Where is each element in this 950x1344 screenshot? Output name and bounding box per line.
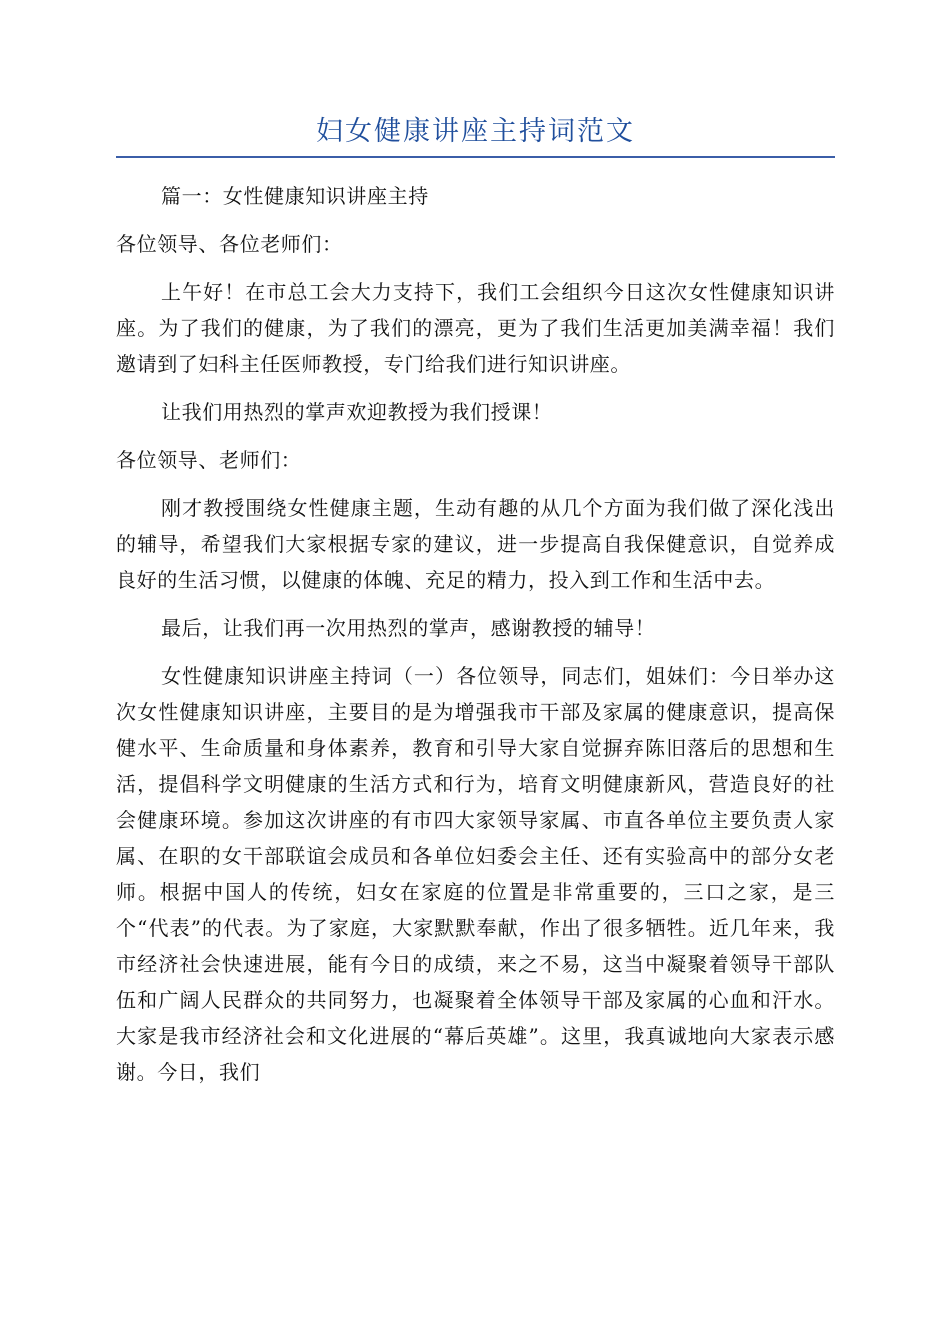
- document-page: [116, 110, 835, 1102]
- paragraph-salutation: 各位领导、各位老师们：: [116, 232, 343, 256]
- paragraph-thanks: 最后，让我们再一次用热烈的掌声，感谢教授的辅导！: [161, 616, 656, 640]
- paragraph-script-one: 女性健康知识讲座主持词（一）各位领导，同志们，姐妹们：今日举办这次女性健康知识讲座，主要目的是为增强我市干部及家属的健康意识，提高保健水平、生命质量和身体素养，教育和引导大家自觉摒弃陈旧落后的思想和生活，提倡科学文明健康的生活方式和行为，培育文明健康新风，营造良好的社会健康环境。参加这次讲座的有市四大家领导家属、市直各单位主要负责人家属、在职的女干部联谊会成员和各单位妇委会主任、还有实验高中的部分女老师。根据中国人的传统，妇女在家庭的位置是非常重要的，三口之家，是三个“代表”的代表。为了家庭，大家默默奉献，作出了很多牺牲。近几年来，我市经济社会快速进展，能有今日的成绩，来之不易，这当中凝聚着领导干部队伍和广阔人民群众的共同努力，也凝聚着全体领导干部及家属的心血和汗水。大家是我市经济社会和文化进展的“幕后英雄”。这里，我真诚地向大家表示感谢。今日，我们: [116, 664, 835, 1084]
- paragraph-section-heading: 篇一：女性健康知识讲座主持: [161, 184, 429, 208]
- paragraph-salutation-2: 各位领导、老师们：: [116, 448, 302, 472]
- paragraph-opening: 上午好！在市总工会大力支持下，我们工会组织今日这次女性健康知识讲座。为了我们的健康，为了我们的漂亮，更为了我们生活更加美满幸福！我们邀请到了妇科主任医师教授，专门给我们进行知识讲座。: [116, 280, 835, 376]
- paragraph-summary: 刚才教授围绕女性健康主题，生动有趣的从几个方面为我们做了深化浅出的辅导，希望我们大家根据专家的建议，进一步提高自我保健意识，自觉养成良好的生活习惯，以健康的体魄、充足的精力，投入到工作和生活中去。: [116, 496, 835, 592]
- paragraph-welcome: 让我们用热烈的掌声欢迎教授为我们授课！: [161, 400, 553, 424]
- document-body: [116, 178, 835, 1090]
- document-title: 妇女健康讲座主持词范文: [116, 110, 835, 158]
